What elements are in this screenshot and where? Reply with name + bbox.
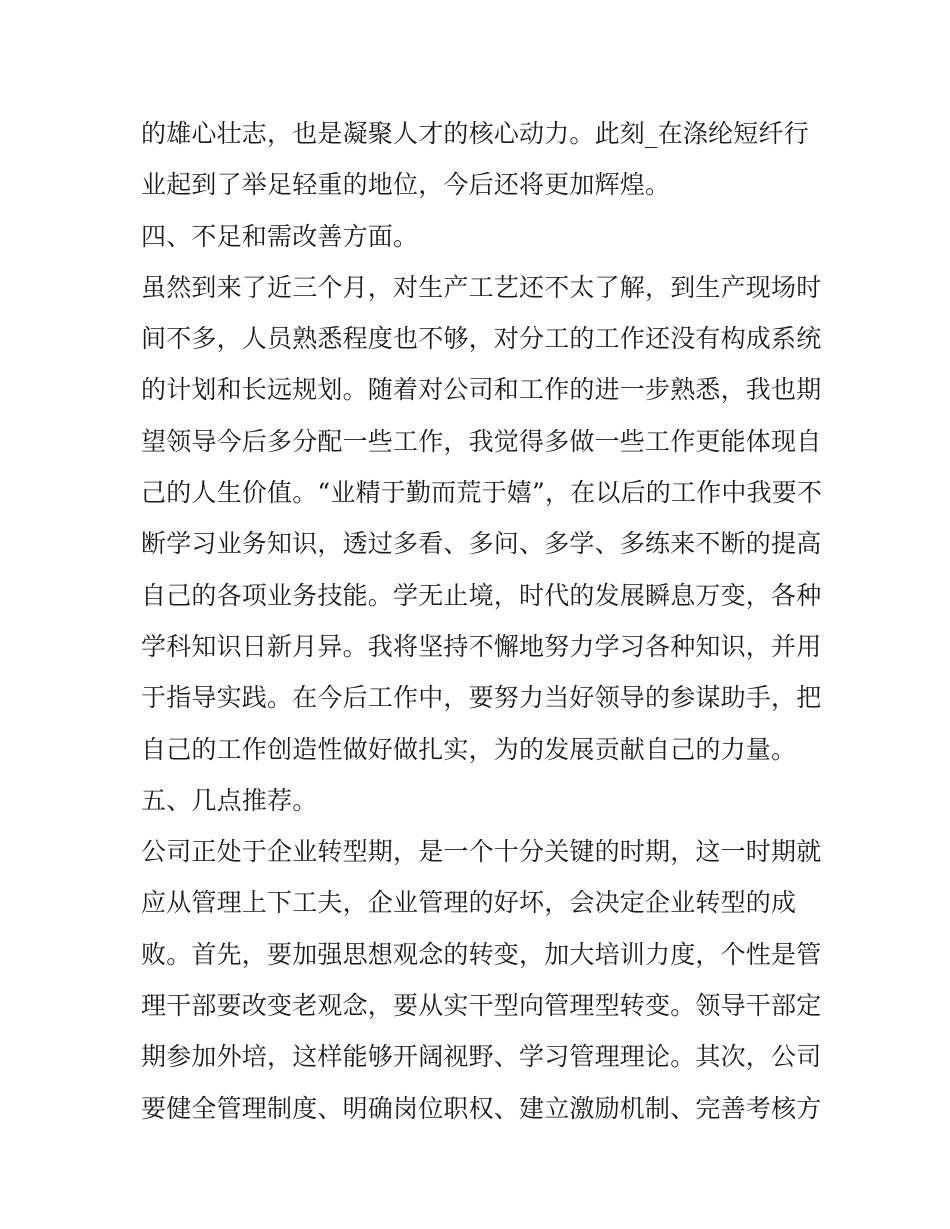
section-heading: 五、几点推荐。 xyxy=(141,785,318,815)
text-line: 间不多，人员熟悉程度也不够，对分工的工作还没有构成系统 xyxy=(141,324,822,354)
document-body xyxy=(141,108,821,1134)
text-line: 理干部要改变老观念，要从实干型向管理型转变。领导干部定 xyxy=(141,991,822,1021)
text-line: 公司正处于企业转型期，是一个十分关键的时期，这一时期就 xyxy=(141,837,822,867)
text-line: 断学习业务知识，透过多看、多问、多学、多练来不断的提高 xyxy=(141,529,822,559)
text-line: 自己的工作创造性做好做扎实，为的发展贡献自己的力量。 xyxy=(141,734,797,764)
text-line: 败。首先，要加强思想观念的转变，加大培训力度，个性是管 xyxy=(141,939,822,969)
text-line: 自己的各项业务技能。学无止境，时代的发展瞬息万变，各种 xyxy=(141,580,822,610)
section-heading: 四、不足和需改善方面。 xyxy=(141,221,419,251)
text-line: 学科知识日新月异。我将坚持不懈地努力学习各种知识，并用 xyxy=(141,631,822,661)
text-line: 的雄心壮志，也是凝聚人才的核心动力。此刻_在涤纶短纤行 xyxy=(141,119,809,148)
text-line: 虽然到来了近三个月，对生产工艺还不太了解，到生产现场时 xyxy=(141,272,822,302)
text-line: 应从管理上下工夫，企业管理的好坏，会决定企业转型的成 xyxy=(141,888,797,918)
text-line: 期参加外培，这样能够开阔视野、学习管理理论。其次，公司 xyxy=(141,1042,822,1072)
text-line: 望领导今后多分配一些工作，我觉得多做一些工作更能体现自 xyxy=(141,426,822,456)
text-line: 的计划和长远规划。随着对公司和工作的进一步熟悉，我也期 xyxy=(141,375,822,405)
text-line: 业起到了举足轻重的地位，今后还将更加辉煌。 xyxy=(141,170,671,200)
text-line: 要健全管理制度、明确岗位职权、建立激励机制、完善考核方 xyxy=(141,1093,822,1123)
text-line: 于指导实践。在今后工作中，要努力当好领导的参谋助手，把 xyxy=(141,683,822,713)
text-line: 己的人生价值。“业精于勤而荒于嬉”，在以后的工作中我要不 xyxy=(141,478,823,508)
